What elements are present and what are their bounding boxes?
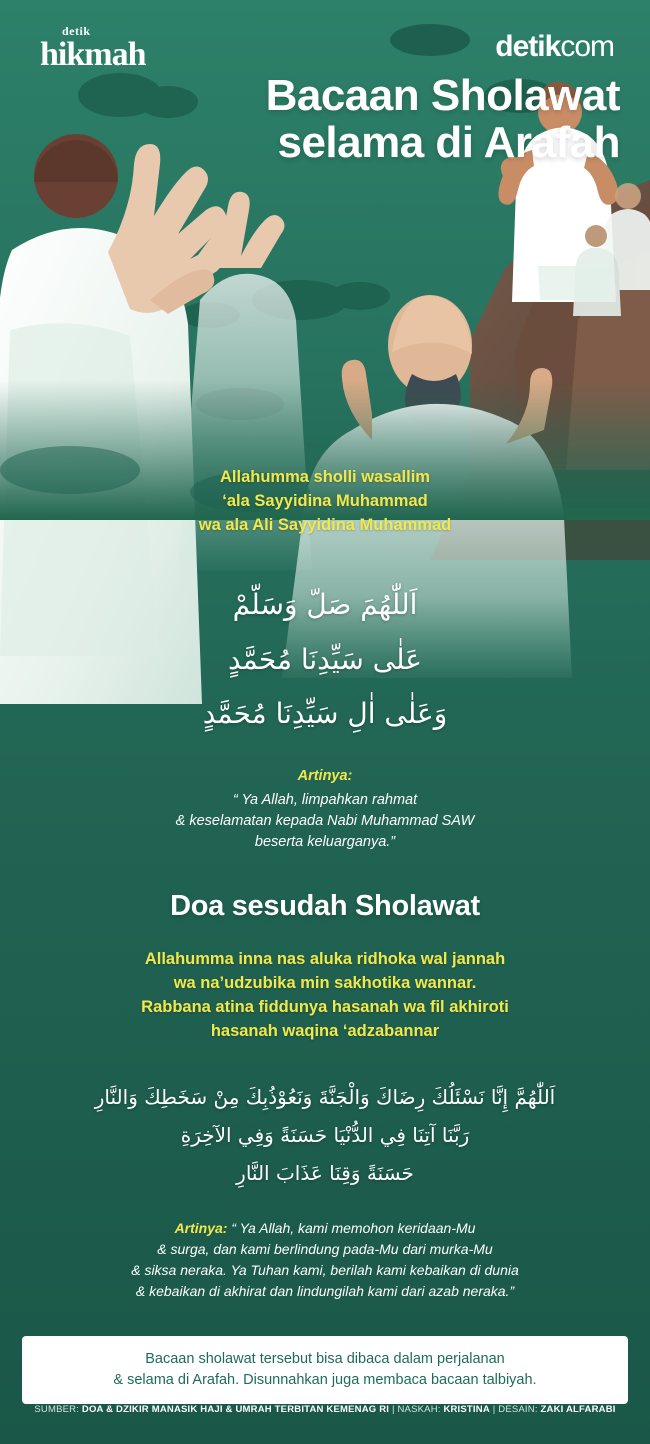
- credits: [0, 1404, 650, 1415]
- doa-arabic-line-2: رَبَّنَا آتِنَا فِي الدُّنْيَا حَسَنَةً وَفِي الآخِرَةِ: [180, 1123, 470, 1147]
- closing-note: [22, 1336, 628, 1404]
- doa-arabic-line-1: اَللّٰهُمَّ إِنَّا نَسْئَلُكَ رِضَاكَ وَالْجَنَّةَ وَنَعُوْذُبِكَ مِنْ سَخَطِكَ وَالنَّارِ: [94, 1085, 556, 1109]
- closing-note-line-1: Bacaan sholawat tersebut bisa dibaca dalam perjalanan: [145, 1351, 505, 1367]
- sholawat-transliteration: [30, 466, 620, 538]
- closing-note-line-2: & selama di Arafah. Disunnahkan juga membaca bacaan talbiyah.: [113, 1372, 537, 1389]
- logo-detik-small-text: detik: [62, 24, 91, 38]
- doa-meaning-line-3: & siksa neraka. Ya Tuhan kami, berilah kami kebaikan di dunia: [131, 1262, 519, 1278]
- credits-script-label: NASKAH:: [397, 1404, 441, 1415]
- sholawat-translit-line-2: ‘ala Sayyidina Muhammad: [222, 491, 428, 510]
- logo-detik-hikmah: [40, 24, 190, 71]
- doa-meaning-line-4: & kebaikan di akhirat dan lindungilah kami dari azab neraka.”: [135, 1283, 515, 1299]
- sholawat-arabic-line-3: وَعَلٰى اٰلِ سَيِّدِنَا مُحَمَّدٍ: [202, 697, 448, 731]
- doa-translit-line-4: hasanah waqina ‘adzabannar: [210, 1021, 440, 1040]
- doa-translit-line-2: wa na’udzubika min sakhotika wannar.: [173, 973, 477, 992]
- logo-hikmah-text: hikmah: [40, 36, 146, 73]
- sholawat-arabic-line-2: عَلٰى سَيِّدِنَا مُحَمَّدٍ: [227, 642, 422, 676]
- credits-sep-1: |: [391, 1404, 395, 1415]
- logo-detikcom-first: detik: [495, 30, 561, 63]
- sholawat-translit-line-1: Allahumma sholli wasallim: [220, 468, 430, 486]
- sholawat-meaning: [60, 766, 590, 853]
- doa-transliteration: [30, 948, 620, 1044]
- credits-sep-2: |: [492, 1404, 496, 1415]
- logo-detikcom-second: com: [560, 30, 614, 63]
- sholawat-meaning-line-3: beserta keluarganya.”: [254, 834, 396, 851]
- page-title: Bacaan Sholawat selama di Arafah: [265, 71, 620, 168]
- sholawat-arabic: [30, 578, 620, 742]
- logo-detikcom: [495, 30, 614, 64]
- doa-meaning-line-1: “ Ya Allah, kami memohon keridaan-Mu: [231, 1220, 476, 1236]
- doa-meaning-label: Artinya:: [174, 1220, 228, 1236]
- credits-source-label: SUMBER:: [34, 1404, 80, 1415]
- doa-translit-line-1: Allahumma inna nas aluka ridhoka wal jannah: [144, 950, 506, 968]
- credits-source-value: DOA & DZIKIR MANASIK HAJI & UMRAH TERBITAN KEMENAG RI: [81, 1404, 390, 1415]
- credits-script-value: KRISTINA: [443, 1404, 490, 1415]
- doa-arabic-line-3: حَسَنَةً وَقِنَا عَذَابَ النَّارِ: [236, 1161, 414, 1185]
- sholawat-arabic-line-1: اَللّٰهُمَ صَلّ وَسَلّمْ: [232, 588, 418, 621]
- doa-meaning: [40, 1218, 610, 1302]
- sholawat-translit-line-3: wa ala Ali Sayyidina Muhammad: [198, 515, 452, 534]
- credits-divider: [22, 1396, 628, 1397]
- doa-heading: Doa sesudah Sholawat: [170, 890, 480, 922]
- sholawat-meaning-label: Artinya:: [297, 768, 353, 784]
- doa-translit-line-3: Rabbana atina fiddunya hasanah wa fil akhiroti: [141, 997, 509, 1016]
- credits-design-value: ZAKI ALFARABI: [540, 1404, 616, 1415]
- credits-design-label: DESAIN:: [498, 1404, 538, 1415]
- sholawat-meaning-line-2: & keselamatan kepada Nabi Muhammad SAW: [175, 813, 475, 830]
- sholawat-meaning-line-1: “ Ya Allah, limpahkan rahmat: [232, 792, 418, 809]
- doa-arabic: [30, 1078, 620, 1192]
- doa-meaning-line-2: & surga, dan kami berlindung pada-Mu dari murka-Mu: [157, 1241, 493, 1257]
